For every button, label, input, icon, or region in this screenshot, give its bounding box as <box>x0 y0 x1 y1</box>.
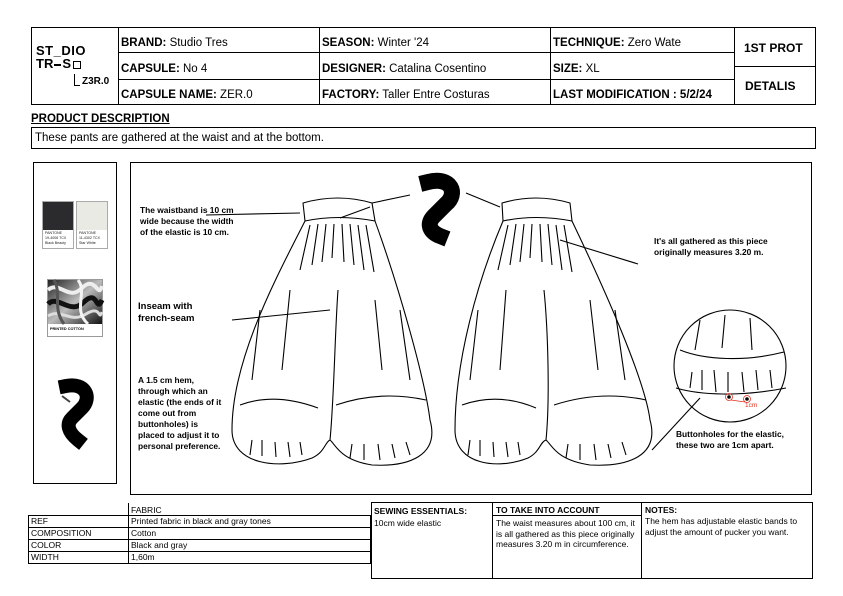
technique-field: TECHNIQUE: Zero Wate <box>553 37 682 49</box>
stage-label: 1ST PROT <box>744 41 803 55</box>
last-modification-field: LAST MODIFICATION : 5/2/24 <box>553 89 712 101</box>
sewing-title: SEWING ESSENTIALS: <box>374 506 468 516</box>
pantone-swatch-black: PANTONE 19-4006 TCX Black Beauty <box>42 201 74 249</box>
fabric-row-value-ref: Printed fabric in black and gray tones <box>131 516 271 526</box>
inseam-annotation: Inseam with french-seam <box>138 301 195 324</box>
fabric-row-value-color: Black and gray <box>131 540 188 550</box>
hem-annotation: A 1.5 cm hem, through which an elastic (the ends of it come out from buttonholes) is placed to adjust it to personal preference. <box>138 375 222 451</box>
sewing-text: 10cm wide elastic <box>374 518 442 528</box>
studio-logo: ST_DIO TR S Z3R.0 <box>36 43 110 87</box>
fabric-title: FABRIC <box>131 505 162 515</box>
pantone-swatch-white: PANTONE 11-4302 TCX Star White <box>76 201 108 249</box>
size-field: SIZE: XL <box>553 63 600 75</box>
printed-fabric-swatch: PRINTED COTTON <box>47 279 103 337</box>
detail-measure-label: 1cm <box>745 402 758 409</box>
details-label: DETALIS <box>745 79 796 93</box>
designer-field: DESIGNER: Catalina Cosentino <box>322 63 487 75</box>
notes-text: The hem has adjustable elastic bands to adjust the amount of pucker you want. <box>645 516 798 537</box>
product-description-text: These pants are gathered at the waist and at the bottom. <box>35 132 324 144</box>
season-field: SEASON: Winter '24 <box>322 37 430 49</box>
account-title: TO TAKE INTO ACCOUNT <box>496 505 600 515</box>
brand-field: BRAND: Studio Tres <box>121 37 228 49</box>
fabric-row-label-ref: REF <box>31 516 48 526</box>
notes-title: NOTES: <box>645 505 678 515</box>
fabric-row-value-width: 1,60m <box>131 552 155 562</box>
factory-field: FACTORY: Taller Entre Costuras <box>322 89 490 101</box>
account-text: The waist measures about 100 cm, it is all gathered as this piece originally measures 3.20 m in circumference. <box>496 518 635 549</box>
capsule-field: CAPSULE: No 4 <box>121 63 208 75</box>
fabric-row-label-color: COLOR <box>31 540 62 550</box>
fabric-row-label-width: WIDTH <box>31 552 59 562</box>
fabric-row-value-composition: Cotton <box>131 528 157 538</box>
gathered-annotation: It's all gathered as this piece originally measures 3.20 m. <box>654 236 768 257</box>
fabric-row-label-composition: COMPOSITION <box>31 528 92 538</box>
waistband-annotation: The waistband is 10 cm wide because the width of the elastic is 10 cm. <box>140 205 234 237</box>
product-description-heading: PRODUCT DESCRIPTION <box>31 113 170 125</box>
buttonholes-annotation: Buttonholes for the elastic, these two are 1cm apart. <box>676 429 784 450</box>
capsule-name-field: CAPSULE NAME: ZER.0 <box>121 89 253 101</box>
